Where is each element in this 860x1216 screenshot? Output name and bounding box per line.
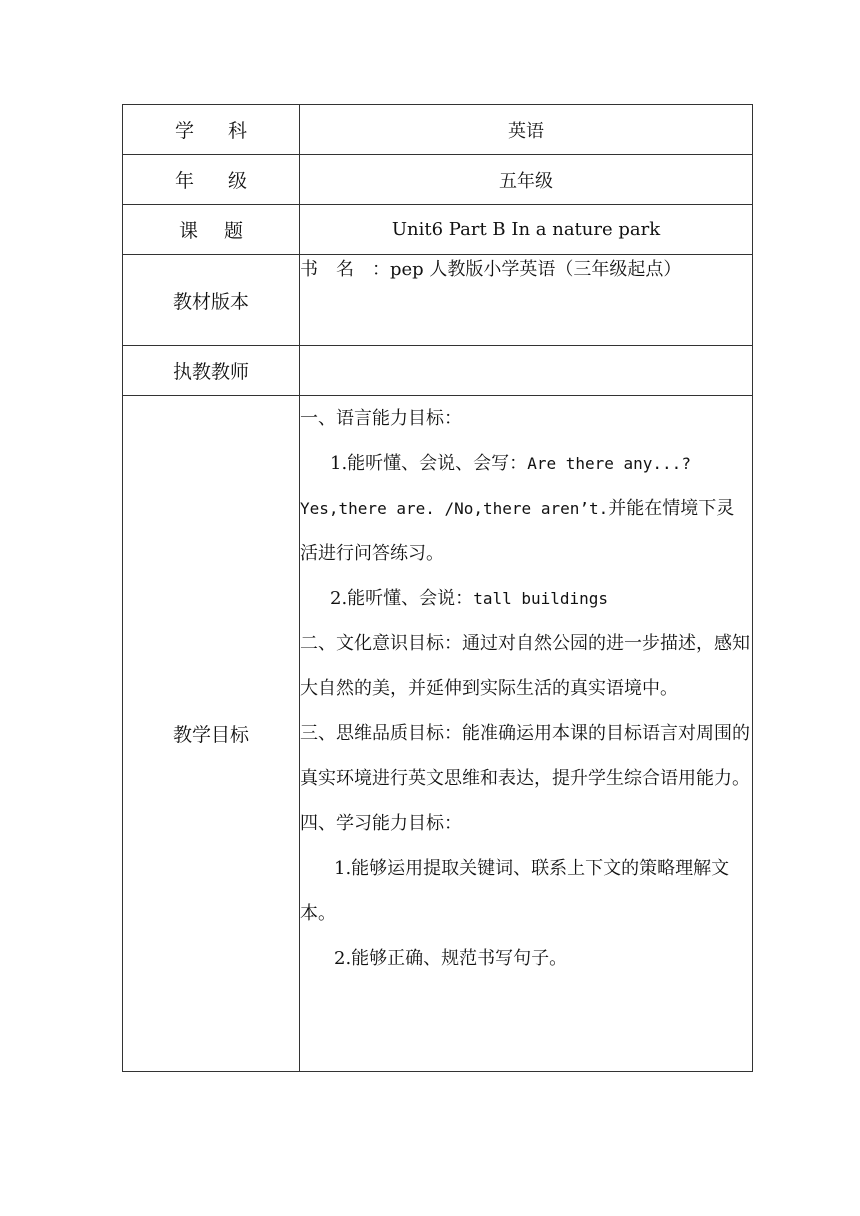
teacher-label: 执教教师 <box>123 346 300 396</box>
subject-label-cell <box>123 105 300 155</box>
edition-key: 书名 <box>300 259 372 280</box>
topic-label: 课 题 <box>178 220 254 242</box>
edition-colon: ： <box>372 259 390 280</box>
grade-label: 年级 <box>174 170 281 192</box>
subject-label: 学科 <box>174 120 281 142</box>
objective-item-1-prefix: 1.能听懂、会说、会写： <box>330 453 528 474</box>
objective-item-2-words: tall buildings <box>473 589 609 608</box>
row-edition <box>123 255 753 346</box>
objective-item-2-prefix: 2.能听懂、会说： <box>330 588 474 609</box>
row-subject <box>123 105 753 155</box>
grade-label-cell <box>123 155 300 205</box>
objective-item-1-sentence: Are there any...?Yes,there are. /No,there aren’t. <box>300 454 691 518</box>
edition-label: 教材版本 <box>123 255 300 346</box>
objective-heading-2: 二、文化意识目标：通过对自然公园的进一步描述，感知大自然的美，并延伸到实际生活的真实语境中。 <box>300 633 750 699</box>
subject-value: 英语 <box>300 105 753 155</box>
objective-heading-3: 三、思维品质目标：能准确运用本课的目标语言对周围的真实环境进行英文思维和表达，提升学生综合语用能力。 <box>300 723 750 789</box>
objective-item-3: 1.能够运用提取关键词、联系上下文的策略理解文本。 <box>300 858 730 924</box>
row-teacher <box>123 346 753 396</box>
lesson-plan-table <box>122 104 753 1072</box>
row-topic <box>123 205 753 255</box>
objective-item-4: 2.能够正确、规范书写句子。 <box>334 948 568 969</box>
topic-label-cell <box>123 205 300 255</box>
objective-item-2 <box>300 576 752 621</box>
objective-item-1-suffix: 并能在情境下灵活进行问答练习。 <box>300 498 735 564</box>
objectives-content <box>300 396 753 1072</box>
row-objectives <box>123 396 753 1072</box>
grade-value: 五年级 <box>300 155 753 205</box>
objectives-label: 教学目标 <box>123 396 300 1072</box>
edition-value: pep 人教版小学英语（三年级起点） <box>390 259 682 280</box>
objective-heading-1: 一、语言能力目标： <box>300 408 462 429</box>
objective-item-1 <box>300 441 752 576</box>
objective-heading-4: 四、学习能力目标： <box>300 813 462 834</box>
teacher-value <box>300 346 753 396</box>
topic-value: Unit6 Part B In a nature park <box>300 205 753 255</box>
edition-value-cell <box>300 255 753 346</box>
row-grade <box>123 155 753 205</box>
